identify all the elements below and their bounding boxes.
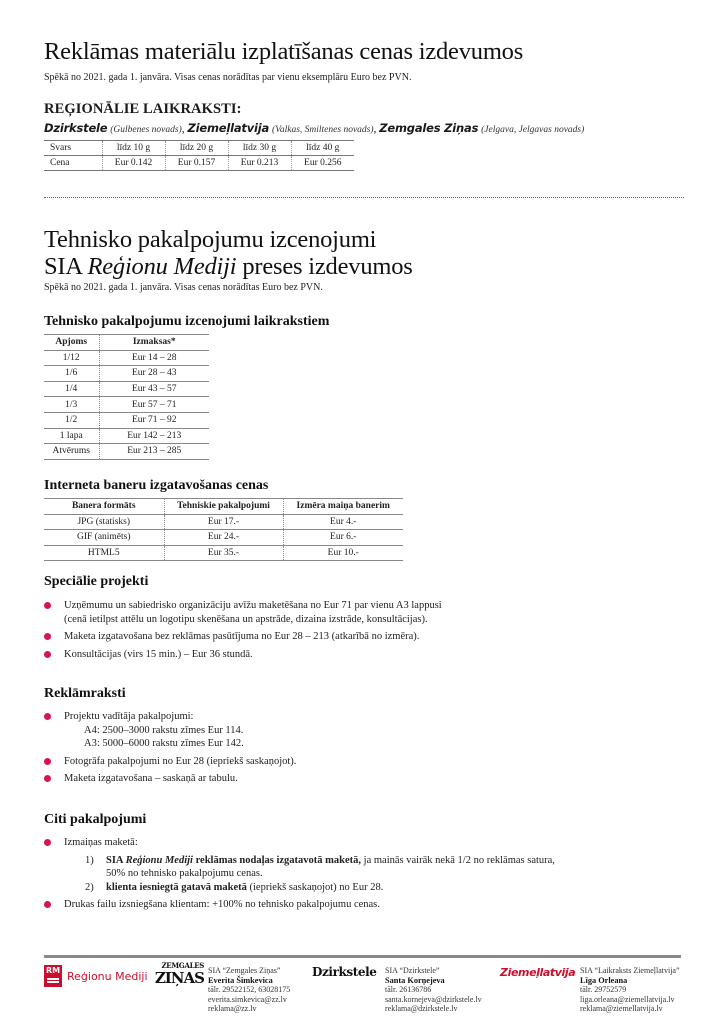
table-row (44, 514, 403, 530)
other-services-list (44, 836, 684, 916)
table-row (44, 156, 354, 171)
logo-text-bottom: ZIŅAS (154, 969, 204, 987)
table-cell: 1/6 (44, 366, 99, 382)
list-item (44, 599, 664, 626)
sub-item-text: ja mainās vairāk nekā 1/2 no reklāmas satura, (361, 854, 555, 866)
bullet-icon (44, 602, 51, 609)
banner-prices-table (44, 498, 403, 561)
table-row (44, 428, 209, 444)
table-cell: Eur 14 – 28 (99, 350, 209, 366)
table-row (44, 444, 209, 460)
sub-item-bold: reklāmas nodaļas izgatavotā maketā, (192, 854, 362, 866)
list-item (44, 710, 664, 751)
contact-email[interactable]: reklama@ziemellatvija.lv (580, 1004, 663, 1014)
zemgales-zinas-logo (154, 962, 204, 986)
item-text: Projektu vadītāja pakalpojumi: (64, 711, 194, 722)
paper-name: Ziemeļlatvija (187, 121, 270, 135)
table-cell: Eur 43 – 57 (99, 381, 209, 397)
list-item (44, 898, 684, 912)
contact-person: Līga Orleana (580, 975, 628, 985)
title-line-2 (44, 253, 413, 280)
list-item (44, 630, 664, 644)
contact-person: Santa Korņejeva (385, 975, 445, 985)
contact-phone: tālr. 26136786 (385, 985, 432, 995)
logo-bar (47, 981, 59, 983)
bullet-icon (44, 839, 51, 846)
table-cell: Eur 71 – 92 (99, 412, 209, 428)
paper-name: Zemgales Ziņas (379, 121, 479, 135)
item-text-continued: (cenā ietilpst attēlu un logotipu skenēšana un apstrāde, dizaina izstrāde, konsultācijas). (64, 613, 428, 625)
special-projects-heading: Speciālie projekti (44, 574, 149, 589)
bullet-icon (44, 651, 51, 658)
table-row (44, 350, 209, 366)
paper-area: (Jelgava, Jelgavas novads) (481, 125, 585, 135)
table-cell: Eur 28 – 43 (99, 366, 209, 382)
sub-item-text: (iepriekš saskaņojot) no Eur 28. (246, 881, 384, 893)
price-cell: Eur 0.157 (165, 156, 228, 171)
table-cell: Eur 17.- (164, 514, 283, 530)
company-name: Reģionu Mediji (87, 253, 237, 281)
bullet-icon (44, 713, 51, 720)
price-cell: Eur 0.213 (228, 156, 291, 171)
list-item (44, 648, 664, 662)
column-header: Tehniskie pakalpojumi (164, 499, 283, 515)
item-text: Fotogrāfa pakalpojumi no Eur 28 (iepriekš saskaņojot). (64, 755, 297, 767)
separator: , (181, 123, 188, 135)
paper-area: (Valkas, Smiltenes novads) (271, 125, 374, 135)
technical-services-note: Spēkā no 2021. gada 1. janvāra. Visas cenas norādītas Euro bez PVN. (44, 282, 323, 293)
table-cell: GIF (animēts) (44, 530, 164, 546)
footer-divider (44, 955, 681, 958)
contact-dzirkstele (385, 966, 482, 1014)
contact-email[interactable]: liga.orleana@ziemellatvija.lv (580, 994, 675, 1004)
list-item (44, 836, 684, 894)
distribution-prices-title: Reklāmas materiālu izplatīšanas cenas izdevumos (44, 38, 524, 65)
brand-name: Reģionu Mediji (67, 969, 148, 983)
column-header: Izmēra maiņa banerim (283, 499, 403, 515)
price-cell: Eur 0.142 (102, 156, 165, 171)
table-cell: HTML5 (44, 545, 164, 561)
technical-services-table (44, 334, 209, 460)
table-header-row (44, 499, 403, 515)
table-cell: JPG (statisks) (44, 514, 164, 530)
weight-cell: līdz 40 g (291, 141, 354, 156)
company-name: Reģionu Mediji (125, 854, 193, 866)
table-row (44, 397, 209, 413)
weight-price-table (44, 140, 354, 171)
banner-table-heading: Interneta baneru izgatavošanas cenas (44, 478, 269, 493)
distribution-prices-note: Spēkā no 2021. gada 1. janvāra. Visas cenas norādītas par vienu eksemplāru Euro bez PVN. (44, 72, 412, 83)
contact-company: SIA “Zemgales Ziņas” (208, 966, 281, 975)
table-row (44, 545, 403, 561)
item-text: Konsultācijas (virs 15 min.) – Eur 36 stundā. (64, 648, 253, 660)
sub-item-bold: SIA (106, 854, 126, 866)
table-cell: Eur 142 – 213 (99, 428, 209, 444)
rm-logo-mark (44, 965, 62, 987)
weight-cell: līdz 20 g (165, 141, 228, 156)
logo-bar (47, 978, 59, 980)
column-header: Apjoms (44, 335, 99, 351)
table-cell: Eur 57 – 71 (99, 397, 209, 413)
paper-area: (Gulbenes novads) (110, 125, 182, 135)
section-divider (44, 197, 684, 198)
table-cell: 1/2 (44, 412, 99, 428)
logo-text-top: ZEMGALES (161, 961, 204, 970)
item-text: Drukas failu izsniegšana klientam: +100% no tehnisko pakalpojumu cenas. (64, 899, 380, 910)
sub-item-number: 2) (85, 881, 94, 893)
weight-cell: līdz 10 g (102, 141, 165, 156)
contact-person: Everita Šimkevica (208, 975, 273, 985)
item-text: Izmaiņas maketā: (64, 837, 138, 848)
table-cell: 1/3 (44, 397, 99, 413)
contact-phone: tālr. 29752579 (580, 985, 627, 995)
list-item (44, 755, 664, 769)
advertorials-heading: Reklāmraksti (44, 686, 126, 701)
table-cell: Eur 35.- (164, 545, 283, 561)
contact-email[interactable]: reklama@dzirkstele.lv (385, 1004, 458, 1014)
table-row (44, 381, 209, 397)
tech-table-heading: Tehnisko pakalpojumu izcenojumi laikrakstiem (44, 314, 330, 329)
contact-email[interactable]: everita.simkevica@zz.lv (208, 994, 287, 1004)
contact-email[interactable]: reklama@zz.lv (208, 1004, 257, 1014)
contact-company: SIA “Dzirkstele” (385, 966, 440, 975)
contact-zemgales-zinas (208, 966, 290, 1014)
title-suffix: preses izdevumos (236, 253, 413, 281)
table-cell: Eur 6.- (283, 530, 403, 546)
item-text: Maketa izgatavošana – saskaņā ar tabulu. (64, 773, 238, 784)
contact-company: SIA “Laikraksts Ziemeļlatvija” (580, 966, 680, 975)
table-cell: 1 lapa (44, 428, 99, 444)
table-cell: 1/12 (44, 350, 99, 366)
regional-newspapers-list (44, 121, 584, 135)
numbered-sub-item (64, 854, 684, 881)
sub-item-text: A3: 5000–6000 rakstu zīmes Eur 142. (84, 738, 244, 749)
sub-item-number: 1) (85, 854, 94, 866)
title-prefix: SIA (44, 253, 88, 281)
price-cell: Eur 0.256 (291, 156, 354, 171)
column-header: Banera formāts (44, 499, 164, 515)
regional-newspapers-title: REĢIONĀLIE LAIKRAKSTI: (44, 101, 242, 117)
table-cell: Eur 4.- (283, 514, 403, 530)
other-services-heading: Citi pakalpojumi (44, 812, 147, 827)
table-cell: Eur 24.- (164, 530, 283, 546)
numbered-sub-item (64, 881, 684, 895)
ziemellatvija-logo: Ziemeļlatvija (500, 966, 576, 979)
regionu-mediji-logo (44, 965, 149, 987)
row-label: Svars (44, 141, 102, 156)
table-cell: Eur 213 – 285 (99, 444, 209, 460)
table-row (44, 412, 209, 428)
bullet-icon (44, 633, 51, 640)
contact-phone: tālr. 29522152, 63028175 (208, 985, 291, 995)
list-item (44, 772, 664, 786)
title-line-1: Tehnisko pakalpojumu izcenojumi (44, 226, 377, 253)
column-header: Izmaksas* (99, 335, 209, 351)
contact-ziemellatvija (580, 966, 680, 1014)
technical-services-title (44, 226, 413, 281)
bullet-icon (44, 901, 51, 908)
separator: , (373, 123, 380, 135)
table-row (44, 366, 209, 382)
table-cell: 1/4 (44, 381, 99, 397)
sub-item-text: A4: 2500–3000 rakstu zīmes Eur 114. (84, 724, 244, 736)
table-cell: Atvērums (44, 444, 99, 460)
table-header-row (44, 335, 209, 351)
advertorials-list (44, 710, 664, 790)
rm-logo-text: RM (45, 966, 61, 975)
weight-cell: līdz 30 g (228, 141, 291, 156)
table-row (44, 530, 403, 546)
dzirkstele-logo: Dzirkstele (312, 965, 377, 979)
sub-item-text-continued: 50% no tehnisko pakalpojumu cenas. (106, 868, 263, 879)
sub-item-bold: klienta iesniegtā gatavā maketā (106, 881, 247, 893)
item-text: Maketa izgatavošana bez reklāmas pasūtījuma no Eur 28 – 213 (atkarībā no izmēra). (64, 631, 420, 642)
paper-name: Dzirkstele (44, 121, 108, 135)
contact-email[interactable]: santa.kornejeva@dzirkstele.lv (385, 994, 482, 1004)
bullet-icon (44, 758, 51, 765)
special-projects-list (44, 599, 664, 665)
bullet-icon (44, 775, 51, 782)
table-cell: Eur 10.- (283, 545, 403, 561)
row-label: Cena (44, 156, 102, 171)
item-text: Uzņēmumu un sabiedrisko organizāciju avīžu maketēšana no Eur 71 par vienu A3 lappusi (64, 600, 442, 611)
table-row (44, 141, 354, 156)
